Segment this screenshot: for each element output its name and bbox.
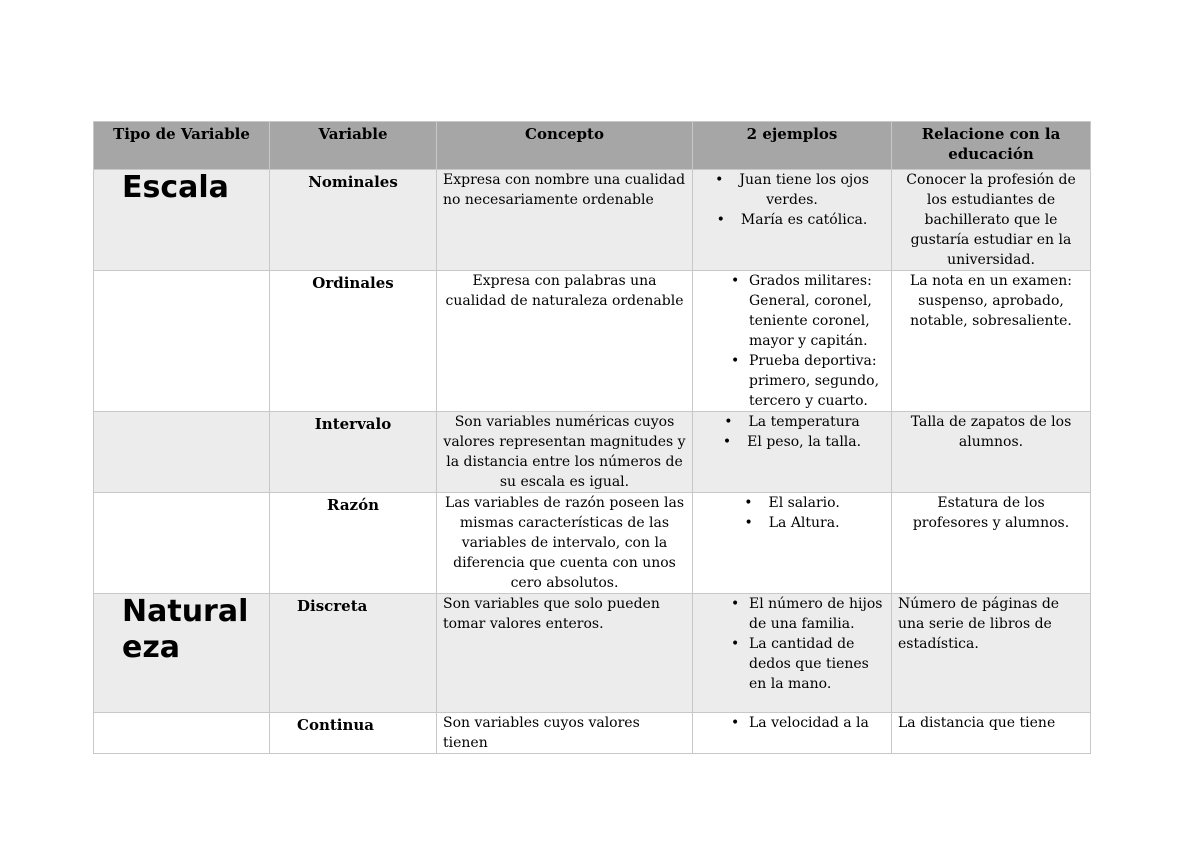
header-tipo: Tipo de Variable bbox=[94, 122, 270, 170]
table-row bbox=[94, 493, 1091, 594]
ejemplos-cell bbox=[693, 493, 892, 594]
variables-table bbox=[93, 121, 1091, 754]
tipo-cell bbox=[94, 594, 270, 713]
header-concepto: Concepto bbox=[437, 122, 693, 170]
tipo-naturaleza-line2: eza bbox=[122, 630, 181, 665]
ejemplo-item: • La Altura. bbox=[699, 513, 885, 533]
ejemplo-item: • La velocidad a la bbox=[723, 713, 885, 733]
variable-cell: Continua bbox=[270, 713, 437, 754]
educacion-cell: Talla de zapatos de los alumnos. bbox=[892, 412, 1091, 493]
variable-cell: Intervalo bbox=[270, 412, 437, 493]
ejemplo-item: • Prueba deportiva: primero, segundo, tercero y cuarto. bbox=[723, 351, 885, 411]
table-row bbox=[94, 412, 1091, 493]
concepto-cell: Son variables numéricas cuyos valores representan magnitudes y la distancia entre los números de su escala es igual. bbox=[437, 412, 693, 493]
tipo-naturaleza-line1: Natural bbox=[122, 594, 249, 629]
ejemplo-item: • El salario. bbox=[699, 493, 885, 513]
variable-cell: Discreta bbox=[270, 594, 437, 713]
concepto-cell: Las variables de razón poseen las mismas características de las variables de intervalo, con la diferencia que cuenta con unos cero absolutos. bbox=[437, 493, 693, 594]
concepto-cell: Expresa con palabras una cualidad de naturaleza ordenable bbox=[437, 271, 693, 412]
tipo-cell bbox=[94, 412, 270, 493]
table-row bbox=[94, 594, 1091, 713]
ejemplo-item: • Grados militares: General, coronel, teniente coronel, mayor y capitán. bbox=[723, 271, 885, 351]
educacion-cell: La distancia que tiene bbox=[892, 713, 1091, 754]
ejemplo-item: • Juan tiene los ojos verdes. bbox=[699, 170, 885, 210]
tipo-cell bbox=[94, 271, 270, 412]
educacion-cell: Estatura de los profesores y alumnos. bbox=[892, 493, 1091, 594]
educacion-cell: Conocer la profesión de los estudiantes de bachillerato que le gustaría estudiar en la universidad. bbox=[892, 170, 1091, 271]
ejemplos-cell bbox=[693, 412, 892, 493]
tipo-cell bbox=[94, 493, 270, 594]
concepto-cell: Expresa con nombre una cualidad no necesariamente ordenable bbox=[437, 170, 693, 271]
variable-cell: Ordinales bbox=[270, 271, 437, 412]
header-ejemplos: 2 ejemplos bbox=[693, 122, 892, 170]
educacion-cell: Número de páginas de una serie de libros de estadística. bbox=[892, 594, 1091, 713]
ejemplo-item: • La cantidad de dedos que tienes en la mano. bbox=[723, 634, 885, 694]
header-row bbox=[94, 122, 1091, 170]
concepto-cell: Son variables cuyos valores tienen bbox=[437, 713, 693, 754]
ejemplo-item: • María es católica. bbox=[699, 210, 885, 230]
variable-cell: Razón bbox=[270, 493, 437, 594]
tipo-cell bbox=[94, 713, 270, 754]
ejemplo-item: • La temperatura bbox=[699, 412, 885, 432]
ejemplos-cell bbox=[693, 594, 892, 713]
header-educacion: Relacione con la educación bbox=[892, 122, 1091, 170]
ejemplos-cell bbox=[693, 713, 892, 754]
variable-cell: Nominales bbox=[270, 170, 437, 271]
educacion-cell: La nota en un examen: suspenso, aprobado, notable, sobresaliente. bbox=[892, 271, 1091, 412]
ejemplos-cell bbox=[693, 170, 892, 271]
table-row bbox=[94, 170, 1091, 271]
table-row bbox=[94, 271, 1091, 412]
header-variable: Variable bbox=[270, 122, 437, 170]
ejemplos-cell bbox=[693, 271, 892, 412]
table-row bbox=[94, 713, 1091, 754]
ejemplo-item: • El peso, la talla. bbox=[699, 432, 885, 452]
concepto-cell: Son variables que solo pueden tomar valores enteros. bbox=[437, 594, 693, 713]
tipo-cell: Escala bbox=[94, 170, 270, 271]
ejemplo-item: • El número de hijos de una familia. bbox=[723, 594, 885, 634]
